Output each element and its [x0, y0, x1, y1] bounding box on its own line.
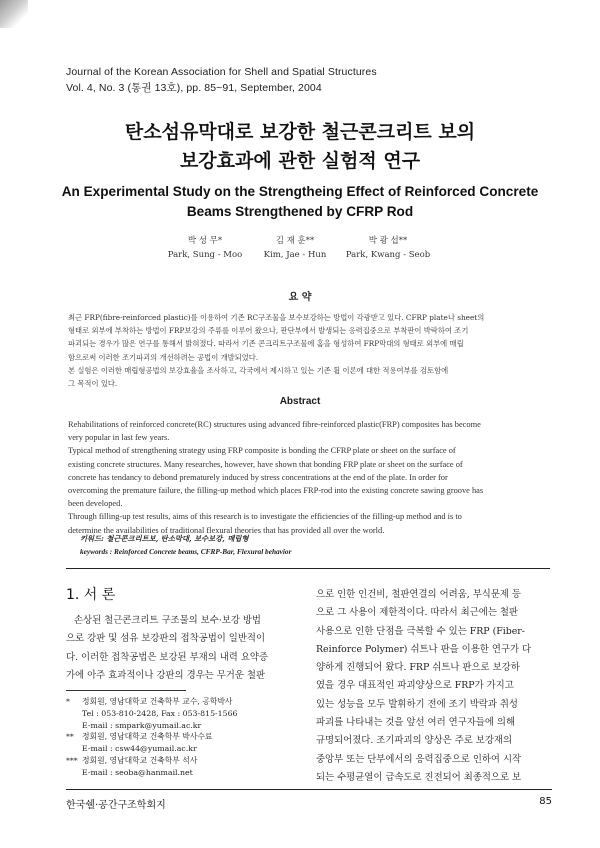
footnote-mark: *	[66, 697, 70, 706]
abstract-line: determine the availabilities of traditional flexural theories that has provided all over the world.	[68, 525, 385, 535]
page-number: 85	[539, 796, 552, 807]
korean-title-line-1: 탄소섬유막대로 보강한 철근콘크리트 보의	[124, 121, 476, 143]
author-2-english: Kim, Jae - Hun	[263, 250, 327, 260]
abstract-line: existing concrete structures. Many researches, however, have shown that bonding FRP plate or sheet on the surface of	[68, 459, 463, 469]
footnote-text: 정회원, 영남대학교 건축학부 박사수료	[82, 732, 213, 742]
abstract-line: Rehabilitations of reinforced concrete(RC) structures using advanced fibre-reinforced plastic(FRP) composites has become	[68, 420, 481, 429]
footnote	[66, 755, 316, 767]
abstract-line: concrete has tendancy to debond prematurely induced by stress concentrations at the end of the plate. In order for	[68, 472, 448, 482]
intro-line: 중앙부 또는 단부에서의 응력집중으로 인하여 시작	[316, 753, 522, 765]
footer-rule	[66, 789, 552, 790]
footnote-text: E-mail : csw44@yumail.ac.kr	[82, 744, 197, 754]
intro-line: 양하게 진행되어 왔다. FRP 쉬트나 판으로 보강하	[316, 662, 520, 674]
author-1-english: Park, Sung - Moo	[167, 250, 243, 260]
abstract-line: very popular in last few years.	[68, 433, 170, 443]
intro-line: 으로 인한 인건비, 철판연결의 어려움, 부식문제 등	[316, 589, 521, 600]
footnote-rule	[66, 690, 186, 691]
footnote-text: 정회원, 영남대학교 건축학부 석사	[82, 755, 198, 765]
intro-line: 였을 경우 대표적인 파괴양상으로 FRP가 가지고	[316, 680, 514, 692]
keywords-english: keywords : Reinforced Concrete beams, CFRP-Bar, Flexural behavior	[80, 547, 292, 556]
keywords-korean: 키워드: 철근콘크리트보, 탄소막대, 보수보강, 매립형	[80, 534, 249, 543]
abstract-line: Typical method of strengthening strategy using FRP composite is bonding the CFRP plate or sheet on the surface of	[68, 446, 456, 456]
author-3-english: Park, Kwang - Seob	[345, 250, 431, 260]
intro-line: 되는 수평균열이 급속도로 진전되어 최종적으로 보	[316, 771, 522, 783]
journal-volume: Vol. 4, No. 3 (통권 13호), pp. 85~91, September, 2004	[66, 82, 322, 94]
intro-line: 파괴를 나타내는 것을 앞선 여러 연구자들에 의해	[316, 717, 516, 729]
intro-line: 규명되어졌다. 조기파괴의 양상은 주로 보강재의	[316, 735, 513, 747]
footnote	[66, 731, 316, 743]
summary-line: 본 실험은 이러한 매립형공법의 보강효율을 조사하고, 각국에서 제시하고 있는 기존 휨 이론에 대한 적용여부를 검토함에	[68, 365, 449, 375]
intro-line: 있는 성능을 모두 발휘하기 전에 조기 박락과 취성	[316, 698, 518, 710]
footnote-mark: ***	[66, 755, 78, 765]
english-title-line-2: Beams Strengthened by CFRP Rod	[186, 204, 414, 219]
summary-line: 함으로써 이러한 조기파괴의 개선하려는 공법이 개발되었다.	[68, 352, 259, 362]
abstract-line: overcoming the premature failure, the filling-up method which places FRP-rod into the existing concrete sawing groove has	[68, 486, 484, 496]
abstract-line: Through filling-up test results, aims of this research is to investigate the efficiencies of the filling-up method and is to	[68, 512, 462, 522]
abstract-body	[68, 418, 550, 537]
footnote-mark: **	[66, 732, 74, 742]
footnote-text: 정회원, 영남대학교 건축학부 교수, 공학박사	[82, 697, 233, 706]
intro-left-column	[66, 612, 311, 685]
author-2-korean: 김 재 훈**	[275, 236, 315, 246]
intro-line: 손상된 철근콘크리트 구조물의 보수·보강 방법	[74, 615, 261, 626]
author-3-korean: 박 광 섭**	[368, 236, 408, 246]
footer-journal-name: 한국쉘·공간구조학회지	[66, 800, 166, 811]
intro-line: 으로 그 사용이 제한적이다. 따라서 최근에는 철판	[316, 607, 518, 619]
intro-right-column	[316, 586, 552, 787]
section-divider	[66, 568, 550, 569]
footnote-text: E-mail : seoba@hanmail.net	[82, 767, 193, 777]
intro-line: 다. 이러한 접착공법은 보강된 부재의 내력 요약증	[66, 651, 268, 663]
scan-shadow	[0, 0, 28, 28]
summary-line: 형태로 외부에 부착하는 방법이 FRP보강의 주류를 이루어 왔으나, 판단부에서 발생되는 응력집중으로 부착판이 박락하여 조기	[68, 326, 469, 336]
footnotes	[66, 696, 316, 779]
journal-name: Journal of the Korean Association for Shell and Spatial Structures	[66, 66, 377, 78]
author-1-korean: 박 성 무*	[187, 236, 223, 246]
english-title-line-1: An Experimental Study on the Strengtheing Effect of Reinforced Concrete	[61, 184, 539, 199]
summary-line: 그 목적이 있다.	[68, 379, 118, 389]
abstract-line: been developed.	[68, 499, 123, 509]
footnote-text: E-mail : smpark@yumail.ac.kr	[82, 720, 202, 730]
summary-line: 파괴되는 경우가 많은 연구를 통해서 밝혀졌다. 따라서 기존 콘크리트구조물에 홈을 형성하여 FRP막대의 형태로 외부에 매립	[68, 339, 464, 349]
korean-title-line-2: 보강효과에 관한 실험적 연구	[179, 150, 421, 172]
intro-line: Reinforce Polymer) 쉬트나 판을 이용한 연구가 다	[316, 643, 532, 655]
intro-line: 으로 강판 및 섬유 보강판의 접착공법이 일반적이	[66, 633, 266, 645]
section-1-heading: 1. 서 론	[66, 587, 116, 603]
intro-line: 가에 아주 효과적이나 강판의 경우는 무거운 철판	[66, 669, 266, 681]
intro-line: 사용으로 인한 단점을 극복할 수 있는 FRP (Fiber-	[316, 625, 525, 637]
footnote-text: Tel : 053-810-2428, Fax : 053-815-1566	[82, 708, 238, 718]
abstract-heading: Abstract	[279, 396, 321, 407]
summary-line: 최근 FRP(fibre-reinforced plastic)를 이용하여 기존 RC구조물을 보수보강하는 방법이 각광받고 있다. CFRP plate나 sheet의	[68, 313, 485, 322]
korean-summary	[68, 311, 550, 390]
summary-heading: 요 약	[288, 292, 312, 303]
footnote	[66, 696, 316, 708]
